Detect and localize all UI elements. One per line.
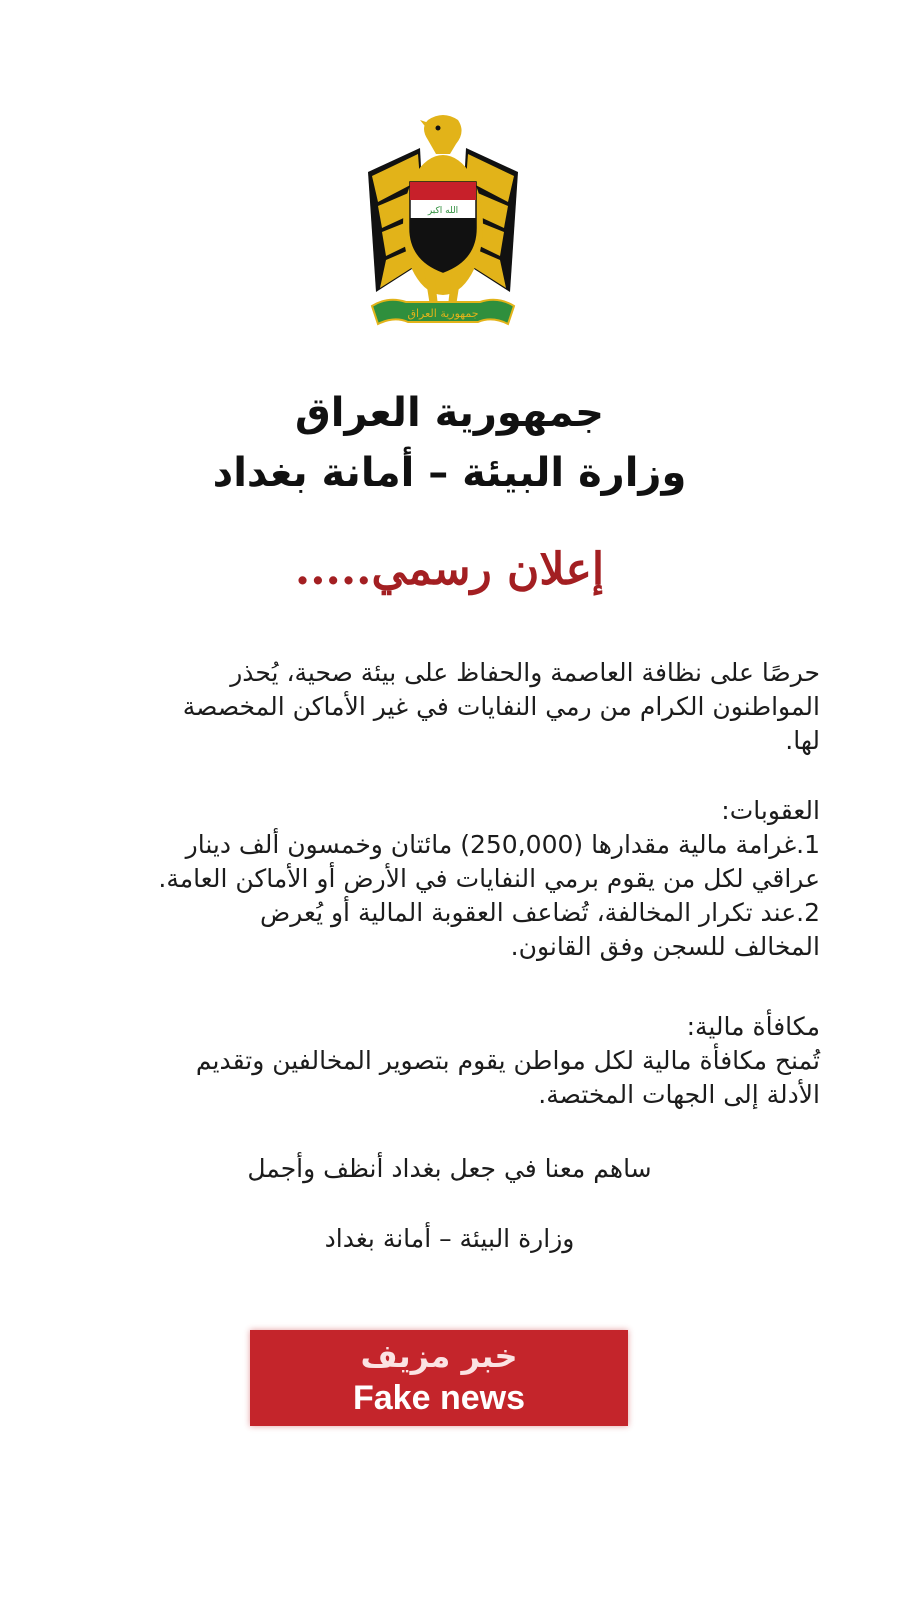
intro-paragraph	[60, 656, 820, 758]
announcement-title: إعلان رسمي.....	[294, 544, 605, 595]
iraq-emblem-icon	[358, 110, 528, 340]
penalty-line: 1.غرامة مالية مقدارها (250,000) مائتان وخمسون ألف دينار	[185, 830, 820, 859]
header-ministry: وزارة البيئة – أمانة بغداد	[212, 450, 687, 496]
signature: وزارة البيئة – أمانة بغداد	[324, 1224, 575, 1253]
fake-news-stamp	[250, 1330, 628, 1426]
reward-line: الأدلة إلى الجهات المختصة.	[538, 1080, 820, 1109]
fake-news-arabic: خبر مزيف	[360, 1337, 518, 1375]
reward-line: تُمنح مكافأة مالية لكل مواطن يقوم بتصوير المخالفين وتقديم	[195, 1046, 820, 1075]
penalty-line: عراقي لكل من يقوم برمي النفايات في الأرض أو الأماكن العامة.	[158, 864, 820, 893]
header-country: جمهورية العراق	[294, 390, 605, 436]
penalty-line: 2.عند تكرار المخالفة، تُضاعف العقوبة المالية أو يُعرض	[260, 898, 820, 927]
penalties-section	[60, 794, 820, 964]
emblem-scroll-text: جمهورية العراق	[407, 307, 479, 320]
reward-section	[60, 1010, 820, 1112]
intro-line: المواطنون الكرام من رمي النفايات في غير الأماكن المخصصة	[182, 692, 820, 721]
intro-line: حرصًا على نظافة العاصمة والحفاظ على بيئة صحية، يُحذر	[230, 658, 820, 687]
slogan: ساهم معنا في جعل بغداد أنظف وأجمل	[247, 1154, 652, 1183]
header	[0, 385, 899, 501]
reward-title: مكافأة مالية:	[686, 1012, 820, 1041]
penalties-title: العقوبات:	[721, 796, 820, 825]
intro-line: لها.	[785, 726, 820, 755]
emblem-flag-text: الله اكبر	[427, 206, 459, 216]
fake-news-english: Fake news	[353, 1379, 525, 1417]
penalty-line: المخالف للسجن وفق القانون.	[510, 932, 820, 961]
